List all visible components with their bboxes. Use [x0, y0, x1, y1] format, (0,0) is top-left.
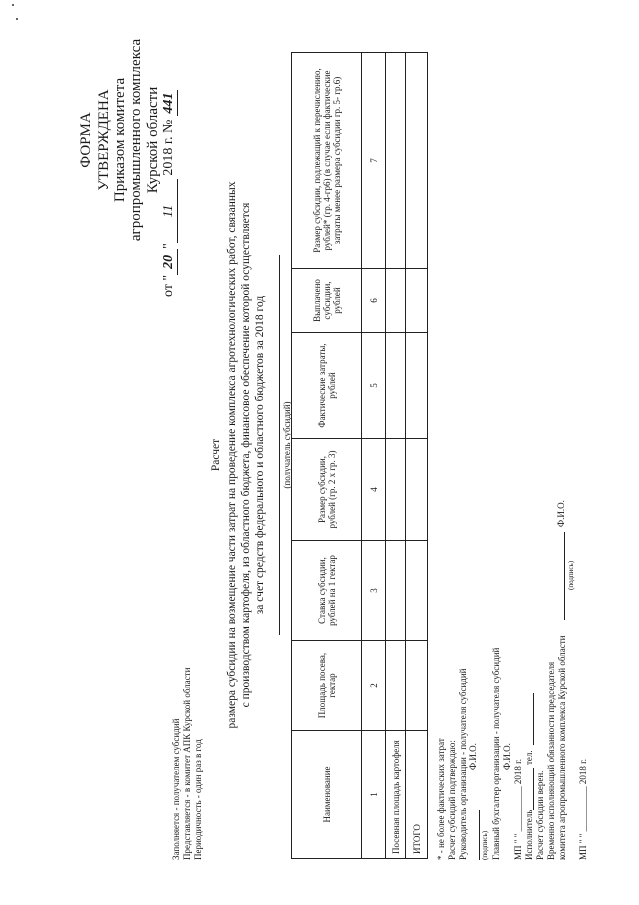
- header-area: Площадь посева, гектар: [292, 641, 362, 731]
- order-date-line: [160, 17, 178, 297]
- approved-label: УТВЕРЖДЕНА: [96, 89, 112, 191]
- title-line-1: размера субсидии на возмещение части затрат на проведение комплекса агротехнологических работ, связанных: [226, 181, 238, 729]
- table-cell[interactable]: [406, 53, 428, 269]
- accountant-fio: Ф.И.О.: [502, 743, 512, 770]
- acting-signature-line: [564, 532, 565, 620]
- table-row: [386, 53, 406, 859]
- scan-speck: [16, 18, 18, 20]
- title-line-2: с производством картофеля, из областного бюджета, финансовое обеспечение которой осуществляется: [240, 202, 252, 708]
- table-cell[interactable]: [406, 439, 428, 541]
- table-cell[interactable]: [386, 269, 406, 333]
- row-label-total: ИТОГО: [406, 731, 428, 859]
- executor-label: Исполнитель: [524, 809, 534, 860]
- head-fio: Ф.И.О.: [468, 743, 478, 770]
- recipient-caption: (получатель субсидий): [282, 401, 292, 489]
- table-cell[interactable]: [386, 541, 406, 641]
- header-rate: Ставка субсидии, рублей на 1 гектар: [292, 541, 362, 641]
- table-cell[interactable]: [406, 333, 428, 439]
- table-cell[interactable]: [386, 439, 406, 541]
- recipient-line: [279, 255, 280, 635]
- header-subsidy-size: Размер субсидии, рублей (гр. 2 х гр. 3): [292, 439, 362, 541]
- scan-speck: [12, 4, 14, 6]
- executor-line: [533, 768, 534, 810]
- acting-fio: Ф.И.О.: [556, 500, 566, 527]
- table-cell[interactable]: [386, 333, 406, 439]
- calc-correct-line: Расчет субсидии верен.: [535, 770, 545, 860]
- column-number: 1: [362, 731, 386, 859]
- column-number: 6: [362, 269, 386, 333]
- title-line-3: за счет средств федерального и областного бюджетов за 2018 год: [254, 295, 266, 615]
- subsidy-table: [291, 52, 428, 859]
- mp-date-line-2: МП " " __________ 2018 г.: [578, 758, 588, 860]
- table-header-row: [292, 53, 362, 859]
- header-actual-costs: Фактические затраты, рублей: [292, 333, 362, 439]
- title-heading: Расчет: [210, 438, 222, 472]
- order-line-3: Курской области: [145, 86, 161, 194]
- accountant-line: Главный бухгалтер организации - получателя субсидий: [491, 647, 501, 860]
- meta-periodicity: Периодичность - один раз в год: [193, 739, 203, 860]
- footnote: * - не более фактических затрат: [436, 738, 446, 860]
- row-label-potato-area: Посевная площадь картофеля: [386, 731, 406, 859]
- date-month: 11: [160, 179, 178, 243]
- mp-date-line: МП " " __________ 2018 г.: [513, 758, 523, 860]
- date-quote-close: ": [161, 243, 176, 249]
- phone-label: тел.: [524, 750, 534, 765]
- table-cell[interactable]: [406, 269, 428, 333]
- column-number: 4: [362, 439, 386, 541]
- order-number: 441: [160, 90, 178, 116]
- table-cell[interactable]: [406, 641, 428, 731]
- head-line: Руководитель организации - получателя субсидий: [458, 668, 468, 860]
- table-column-numbers-row: [362, 53, 386, 859]
- meta-submitted-to: Представляется - в комитет АПК Курской области: [182, 667, 192, 860]
- table-cell[interactable]: [386, 641, 406, 731]
- column-number: 3: [362, 541, 386, 641]
- order-line-1: Приказом комитета: [112, 77, 128, 203]
- header-paid: Выплачено субсидии, рублей: [292, 269, 362, 333]
- form-label: ФОРМА: [78, 112, 94, 168]
- table-cell[interactable]: [386, 53, 406, 269]
- head-signature-line: [479, 810, 480, 860]
- date-year: 2018 г. №: [161, 119, 176, 176]
- confirm-line: Расчет субсидий подтверждаю:: [447, 740, 457, 860]
- header-name: Наименование: [292, 731, 362, 859]
- column-number: 2: [362, 641, 386, 731]
- date-prefix: от ": [161, 274, 176, 297]
- acting-signature-caption: (подпись): [567, 560, 575, 590]
- acting-line-1: Временно исполняющий обязанности председателя: [546, 661, 556, 860]
- acting-line-2: комитета агропромышленного комплекса Курской области: [557, 635, 567, 860]
- table-row: [406, 53, 428, 859]
- head-signature-caption: (подпись): [481, 830, 489, 860]
- order-line-2: агропромышленного комплекса: [128, 38, 144, 242]
- column-number: 7: [362, 53, 386, 269]
- column-number: 5: [362, 333, 386, 439]
- header-to-transfer: Размер субсидии, подлежащий к перечислению, рублей* (гр. 4-гр6) (в случае если фактические затраты менее размера субсидии гр. 5- гр.6): [292, 53, 362, 269]
- meta-filled-by: Заполняется - получателем субсидий: [171, 718, 181, 860]
- phone-line: [533, 693, 534, 745]
- date-day: 20: [160, 249, 178, 275]
- table-cell[interactable]: [406, 541, 428, 641]
